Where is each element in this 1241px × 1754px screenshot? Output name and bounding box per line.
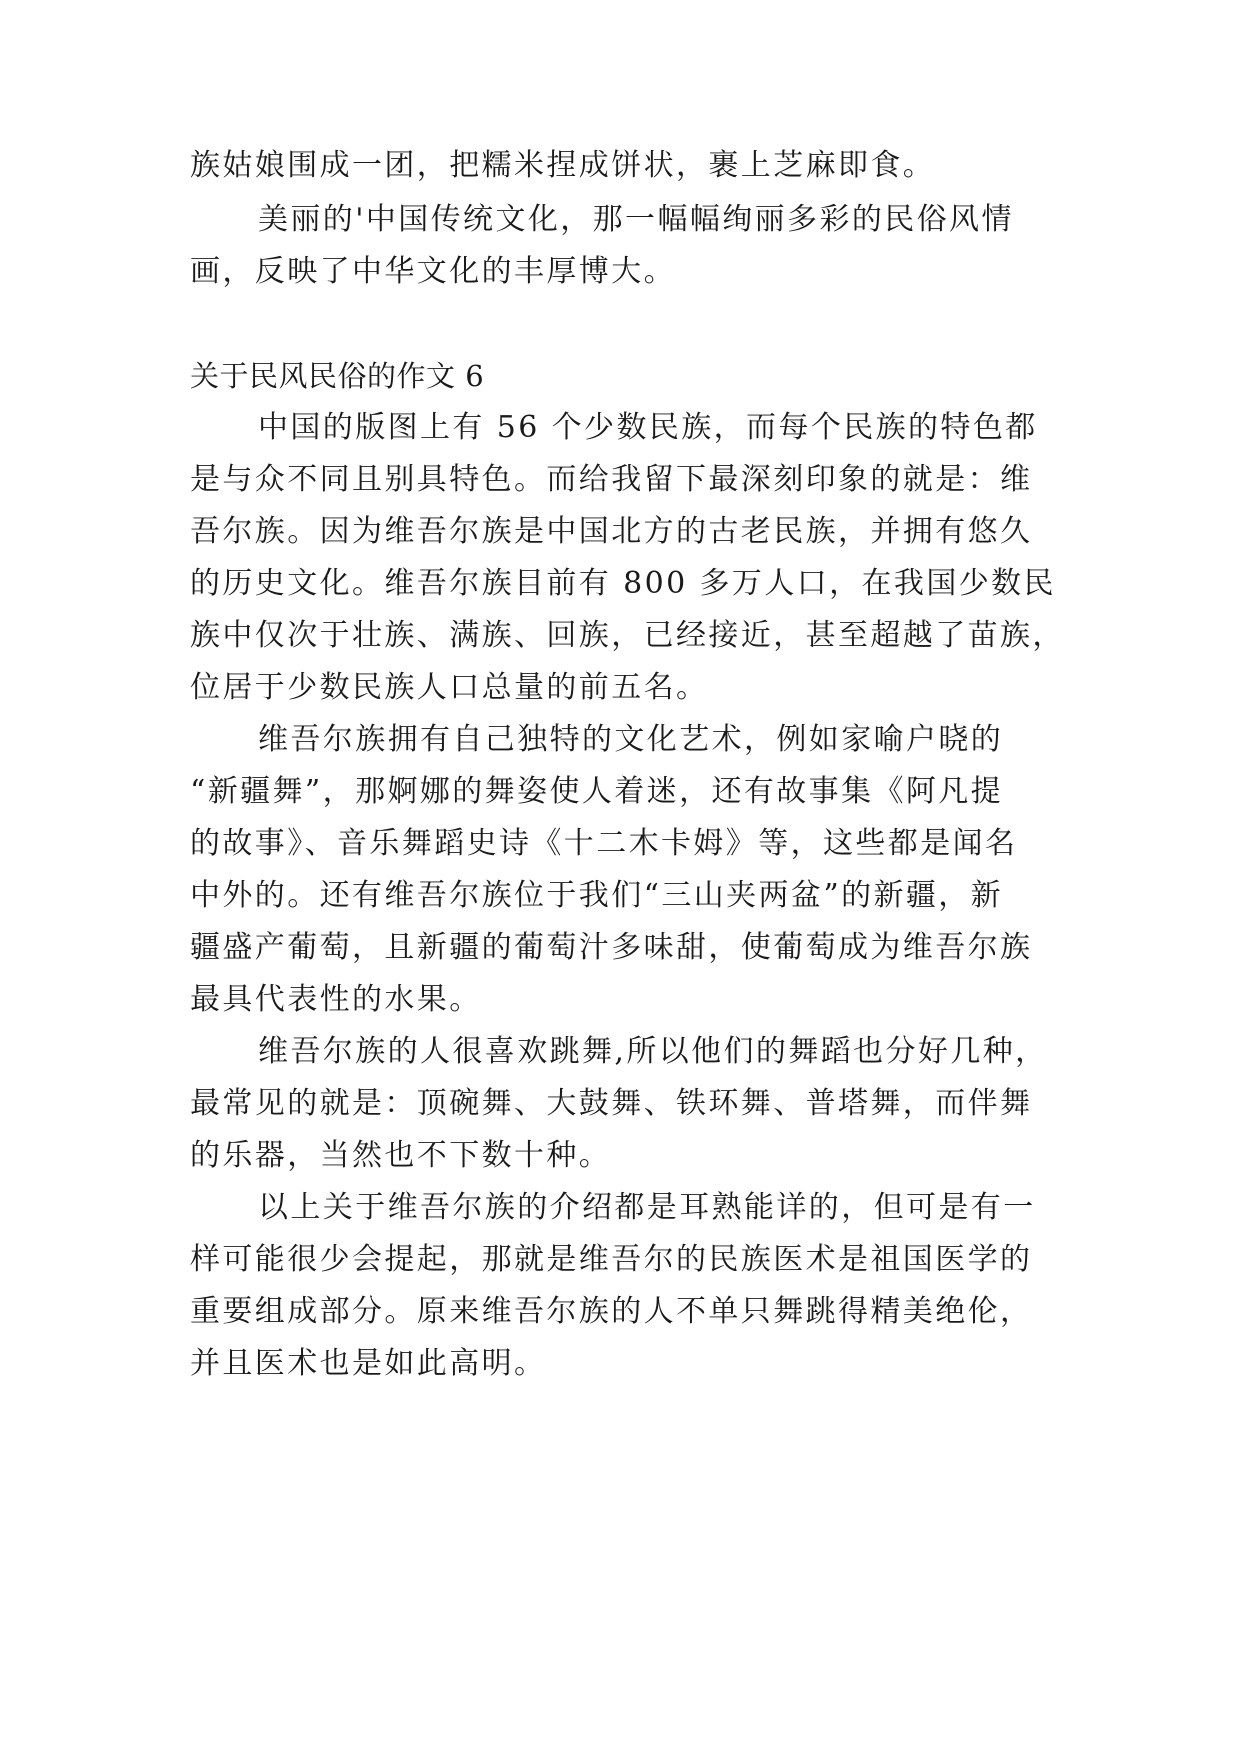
paragraph-line: “新疆舞”，那婀娜的舞姿使人着迷，还有故事集《阿凡提 [190, 774, 1004, 809]
paragraph-line: 疆盛产葡萄，且新疆的葡萄汁多味甜，使葡萄成为维吾尔族 [190, 930, 1033, 965]
paragraph-line: 样可能很少会提起，那就是维吾尔的民族医术是祖国医学的 [190, 1242, 1033, 1277]
paragraph-line: 中国的版图上有 56 个少数民族，而每个民族的特色都 [258, 410, 1038, 445]
paragraph-line: 中外的。还有维吾尔族位于我们“三山夹两盆”的新疆，新 [190, 878, 1004, 913]
paragraph-line: 维吾尔族的人很喜欢跳舞,所以他们的舞蹈也分好几种， [258, 1034, 1048, 1069]
paragraph-line: 最具代表性的水果。 [190, 982, 482, 1017]
paragraph-line: 位居于少数民族人口总量的前五名。 [190, 670, 709, 705]
paragraph-line: 以上关于维吾尔族的介绍都是耳熟能详的，但可是有一 [258, 1190, 1036, 1225]
paragraph-line: 美丽的'中国传统文化，那一幅幅绚丽多彩的民俗风情 [258, 202, 1014, 237]
paragraph-line: 重要组成部分。原来维吾尔族的人不单只舞跳得精美绝伦， [190, 1294, 1033, 1329]
paragraph-line: 画，反映了中华文化的丰厚博大。 [190, 254, 676, 289]
paragraph-line: 族姑娘围成一团，把糯米捏成饼状，裹上芝麻即食。 [190, 148, 936, 183]
paragraph-line: 并且医术也是如此高明。 [190, 1346, 547, 1381]
paragraph-line: 维吾尔族拥有自己独特的文化艺术，例如家喻户晓的 [258, 722, 1004, 757]
paragraph-line: 的乐器，当然也不下数十种。 [190, 1138, 612, 1173]
paragraph-line: 的故事》、音乐舞蹈史诗《十二木卡姆》等，这些都是闻名 [190, 826, 1018, 861]
paragraph-line: 吾尔族。因为维吾尔族是中国北方的古老民族，并拥有悠久 [190, 514, 1033, 549]
section-heading: 关于民风民俗的作文 6 [190, 359, 485, 393]
paragraph-line: 族中仅次于壮族、满族、回族，已经接近，甚至超越了苗族， [190, 618, 1065, 653]
paragraph-line: 是与众不同且别具特色。而给我留下最深刻印象的就是：维 [190, 462, 1033, 497]
paragraph-line: 的历史文化。维吾尔族目前有 800 多万人口，在我国少数民 [190, 566, 1056, 601]
paragraph-line: 最常见的就是：顶碗舞、大鼓舞、铁环舞、普塔舞，而伴舞 [190, 1086, 1033, 1121]
